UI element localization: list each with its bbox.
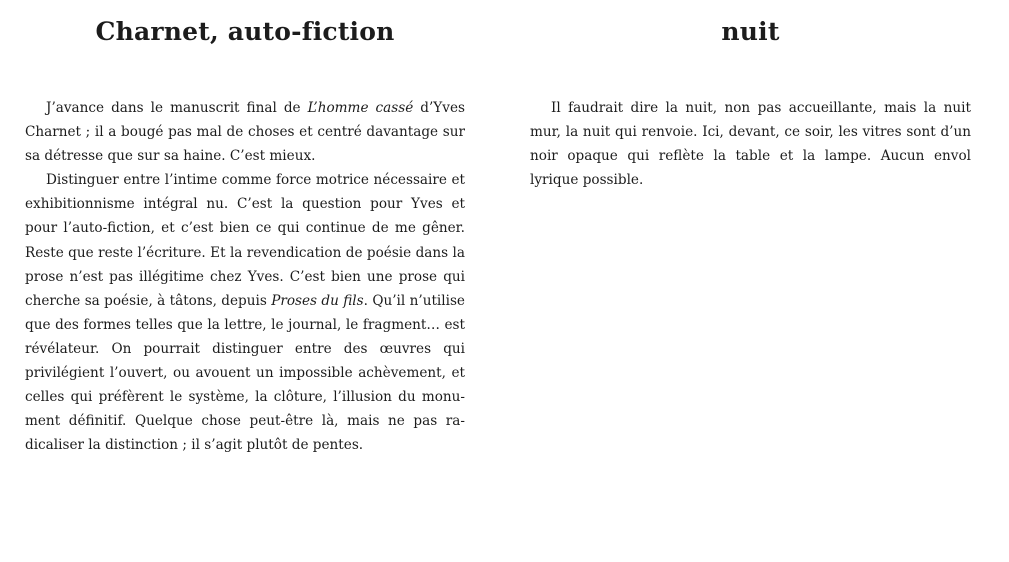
text-run: Distinguer entre l’intime comme force motrice nécessaire et exhibitionnisme intégral nu. C’est la question pour Yves et pour l’auto-fiction, et c’est bien ce qui continue de me gêner. Reste que reste l’écriture. Et la revendication de poésie dans la prose n’est pas illégitime chez Yves. C’est bien une prose qui cherche sa poésie, à tâtons, depuis (25, 172, 465, 309)
book-title-emphasis: L’homme cassé (307, 100, 414, 116)
left-paragraph-1 (25, 96, 465, 168)
text-run: . Qu’il n’utilise que des formes telles que la lettre, le journal, le fragment… est révélateur. On pourrait distinguer entre des œuvres qui privilégient l’ouvert, ou avouent un impossible achèvement, et celles qui préfèrent le système, la clôture, l’illusion du monument définitif. Quelque chose peut-être là, mais ne pas radicaliser la distinction ; il s’agit plutôt de pentes. (25, 292, 465, 454)
text-run: J’avance dans le manuscrit final de (46, 100, 308, 116)
right-page-title: nuit (721, 17, 780, 46)
left-page-body (25, 96, 465, 457)
right-page-body (530, 96, 971, 192)
left-page-title: Charnet, auto-fiction (95, 17, 395, 46)
text-run: Il faudrait dire la nuit, non pas accueillante, mais la nuit mur, la nuit qui renvoie. Ici, devant, ce soir, les vitres sont d’un noir opaque qui reflète la table et la lampe. Aucun envol lyrique possible. (530, 100, 971, 189)
book-title-emphasis: Proses du fils (271, 292, 364, 309)
right-paragraph-1 (530, 96, 971, 192)
text-run: d’Yves Charnet ; il a bougé pas mal de choses et centré davantage sur sa détresse que sur sa haine. C’est mieux. (25, 100, 465, 165)
left-paragraph-2 (25, 168, 465, 457)
